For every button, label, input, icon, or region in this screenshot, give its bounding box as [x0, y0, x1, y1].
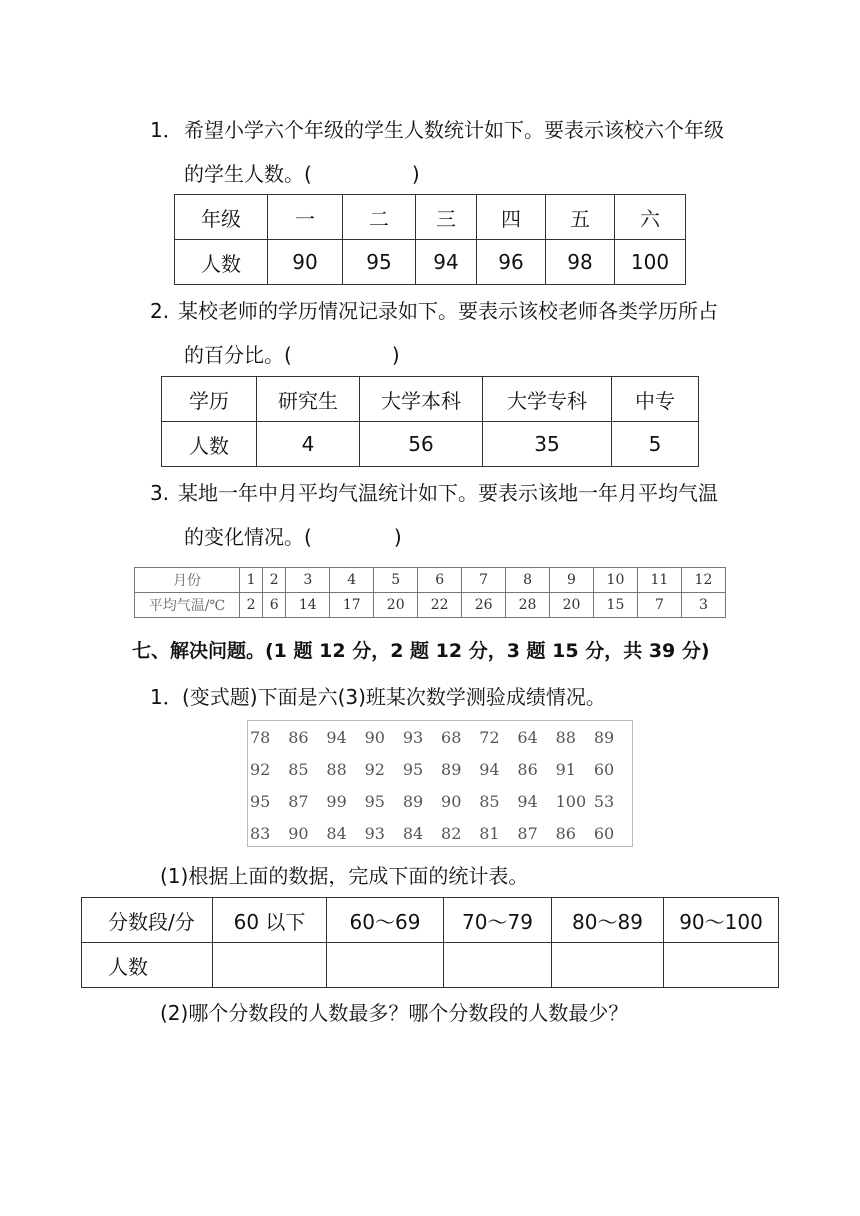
table-cell: 年级 [175, 195, 268, 240]
table-cell: 95 [343, 240, 416, 285]
table-cell: 7 [462, 568, 506, 593]
table-cell: 月份 [135, 568, 240, 593]
q2-text-line1: 某校老师的学历情况记录如下。要表示该校老师各类学历所占 [178, 299, 718, 323]
q3-line2-text: 的变化情况。( [184, 525, 312, 549]
table-cell: 5 [612, 422, 699, 467]
table-cell: 平均气温/℃ [135, 593, 240, 618]
table-cell: 四 [477, 195, 546, 240]
score-value: 85 [479, 791, 500, 811]
table-cell: 90 [268, 240, 343, 285]
score-value: 86 [517, 759, 538, 779]
table-cell: 六 [615, 195, 686, 240]
p1-intro: (变式题)下面是六(3)班某次数学测验成绩情况。 [182, 685, 606, 709]
table-cell: 12 [681, 568, 725, 593]
q2-close-paren: ) [391, 343, 400, 367]
score-row [248, 721, 632, 753]
score-value: 60 [593, 823, 615, 843]
section-title: 七、解决问题。(1 题 12 分，2 题 12 分，3 题 15 分，共 39 分) [132, 640, 710, 662]
count-input-cell[interactable] [213, 943, 327, 988]
table-cell: 大学专科 [483, 377, 612, 422]
score-value: 82 [441, 823, 462, 843]
score-value: 94 [517, 791, 538, 811]
table-cell: 100 [615, 240, 686, 285]
q3-number: 3. [150, 481, 170, 505]
score-value: 92 [364, 759, 385, 779]
table-cell: 2 [240, 593, 263, 618]
score-value: 78 [250, 727, 271, 747]
q2-table [161, 376, 699, 467]
score-row [248, 817, 632, 849]
score-data-box [247, 720, 633, 847]
q2-line2-text: 的百分比。( [184, 343, 292, 367]
q1-table [174, 194, 686, 285]
count-input-cell[interactable] [444, 943, 552, 988]
q1-number: 1． [150, 118, 183, 142]
table-cell: 人数 [175, 240, 268, 285]
score-value: 92 [250, 759, 271, 779]
score-value: 83 [250, 823, 271, 843]
table-cell: 大学本科 [360, 377, 483, 422]
score-value: 88 [326, 759, 347, 779]
table-cell: 90～100 [664, 898, 779, 943]
table-cell: 中专 [612, 377, 699, 422]
score-value: 72 [479, 727, 500, 747]
table-cell: 3 [286, 568, 330, 593]
score-value: 68 [441, 727, 462, 747]
score-value: 95 [402, 759, 424, 779]
table-cell: 94 [416, 240, 477, 285]
p1-sub1: (1)根据上面的数据，完成下面的统计表。 [160, 864, 529, 888]
table-cell: 98 [546, 240, 615, 285]
score-value: 90 [441, 791, 462, 811]
score-value: 87 [517, 823, 538, 843]
q2-table-header-row [162, 377, 699, 422]
score-value: 81 [479, 823, 500, 843]
table-cell: 20 [374, 593, 418, 618]
score-value: 85 [288, 759, 309, 779]
table-cell: 2 [263, 568, 286, 593]
table-cell: 研究生 [257, 377, 360, 422]
stat-table [81, 897, 779, 988]
table-cell: 96 [477, 240, 546, 285]
p1-number: 1． [150, 685, 183, 709]
count-input-cell[interactable] [327, 943, 444, 988]
table-cell: 10 [593, 568, 637, 593]
score-value: 89 [593, 727, 615, 747]
score-value: 99 [326, 791, 347, 811]
score-value: 95 [250, 791, 271, 811]
table-cell: 五 [546, 195, 615, 240]
stat-table-count-row [82, 943, 779, 988]
count-input-cell[interactable] [552, 943, 664, 988]
table-cell: 6 [263, 593, 286, 618]
q3-text-line1: 某地一年中月平均气温统计如下。要表示该地一年月平均气温 [178, 481, 718, 505]
q1-text-line1: 希望小学六个年级的学生人数统计如下。要表示该校六个年级 [184, 118, 724, 142]
score-value: 94 [326, 727, 347, 747]
table-cell: 15 [593, 593, 637, 618]
table-cell: 14 [286, 593, 330, 618]
table-cell: 学历 [162, 377, 257, 422]
score-value: 53 [593, 791, 615, 811]
score-row [248, 753, 632, 785]
q3-table-data-row [135, 593, 726, 618]
score-value: 90 [364, 727, 385, 747]
table-cell: 人数 [162, 422, 257, 467]
table-cell: 20 [550, 593, 594, 618]
table-cell: 三 [416, 195, 477, 240]
table-cell: 60～69 [327, 898, 444, 943]
table-cell: 分数段/分 [82, 898, 213, 943]
q2-text-line2 [184, 343, 400, 367]
table-cell: 5 [374, 568, 418, 593]
q3-text-line2 [184, 525, 402, 549]
count-input-cell[interactable] [664, 943, 779, 988]
table-cell: 22 [418, 593, 462, 618]
score-value: 84 [402, 823, 424, 843]
table-cell: 60 以下 [213, 898, 327, 943]
table-cell: 3 [681, 593, 725, 618]
score-value: 87 [288, 791, 309, 811]
table-cell: 35 [483, 422, 612, 467]
table-cell: 11 [637, 568, 681, 593]
score-value: 84 [326, 823, 347, 843]
score-value: 60 [593, 759, 615, 779]
stat-table-header-row [82, 898, 779, 943]
q2-number: 2. [150, 299, 170, 323]
score-value: 90 [288, 823, 309, 843]
table-cell: 二 [343, 195, 416, 240]
q3-table-header-row [135, 568, 726, 593]
q1-text-line2 [184, 162, 420, 186]
score-value: 64 [517, 727, 538, 747]
score-value: 93 [364, 823, 385, 843]
q3-table [134, 567, 726, 618]
table-cell: 8 [506, 568, 550, 593]
table-cell: 17 [330, 593, 374, 618]
q2-table-data-row [162, 422, 699, 467]
score-value: 86 [555, 823, 576, 843]
score-value: 94 [479, 759, 500, 779]
score-value: 100 [555, 791, 587, 811]
q1-table-data-row [175, 240, 686, 285]
table-cell: 26 [462, 593, 506, 618]
table-cell: 80～89 [552, 898, 664, 943]
table-cell: 56 [360, 422, 483, 467]
table-cell: 70～79 [444, 898, 552, 943]
score-value: 89 [402, 791, 424, 811]
q1-table-header-row [175, 195, 686, 240]
q1-close-paren: ) [411, 162, 420, 186]
score-row [248, 785, 632, 817]
q3-close-paren: ) [393, 525, 402, 549]
score-value: 89 [441, 759, 462, 779]
table-cell: 4 [257, 422, 360, 467]
table-cell: 7 [637, 593, 681, 618]
table-cell: 一 [268, 195, 343, 240]
table-cell: 人数 [82, 943, 213, 988]
table-cell: 4 [330, 568, 374, 593]
score-value: 91 [555, 759, 576, 779]
q1-line2-text: 的学生人数。( [184, 162, 312, 186]
score-value: 93 [402, 727, 424, 747]
table-cell: 6 [418, 568, 462, 593]
p1-sub2: (2)哪个分数段的人数最多？哪个分数段的人数最少？ [160, 1001, 629, 1025]
table-cell: 1 [240, 568, 263, 593]
table-cell: 9 [550, 568, 594, 593]
score-value: 95 [364, 791, 385, 811]
table-cell: 28 [506, 593, 550, 618]
score-value: 86 [288, 727, 309, 747]
score-value: 88 [555, 727, 576, 747]
